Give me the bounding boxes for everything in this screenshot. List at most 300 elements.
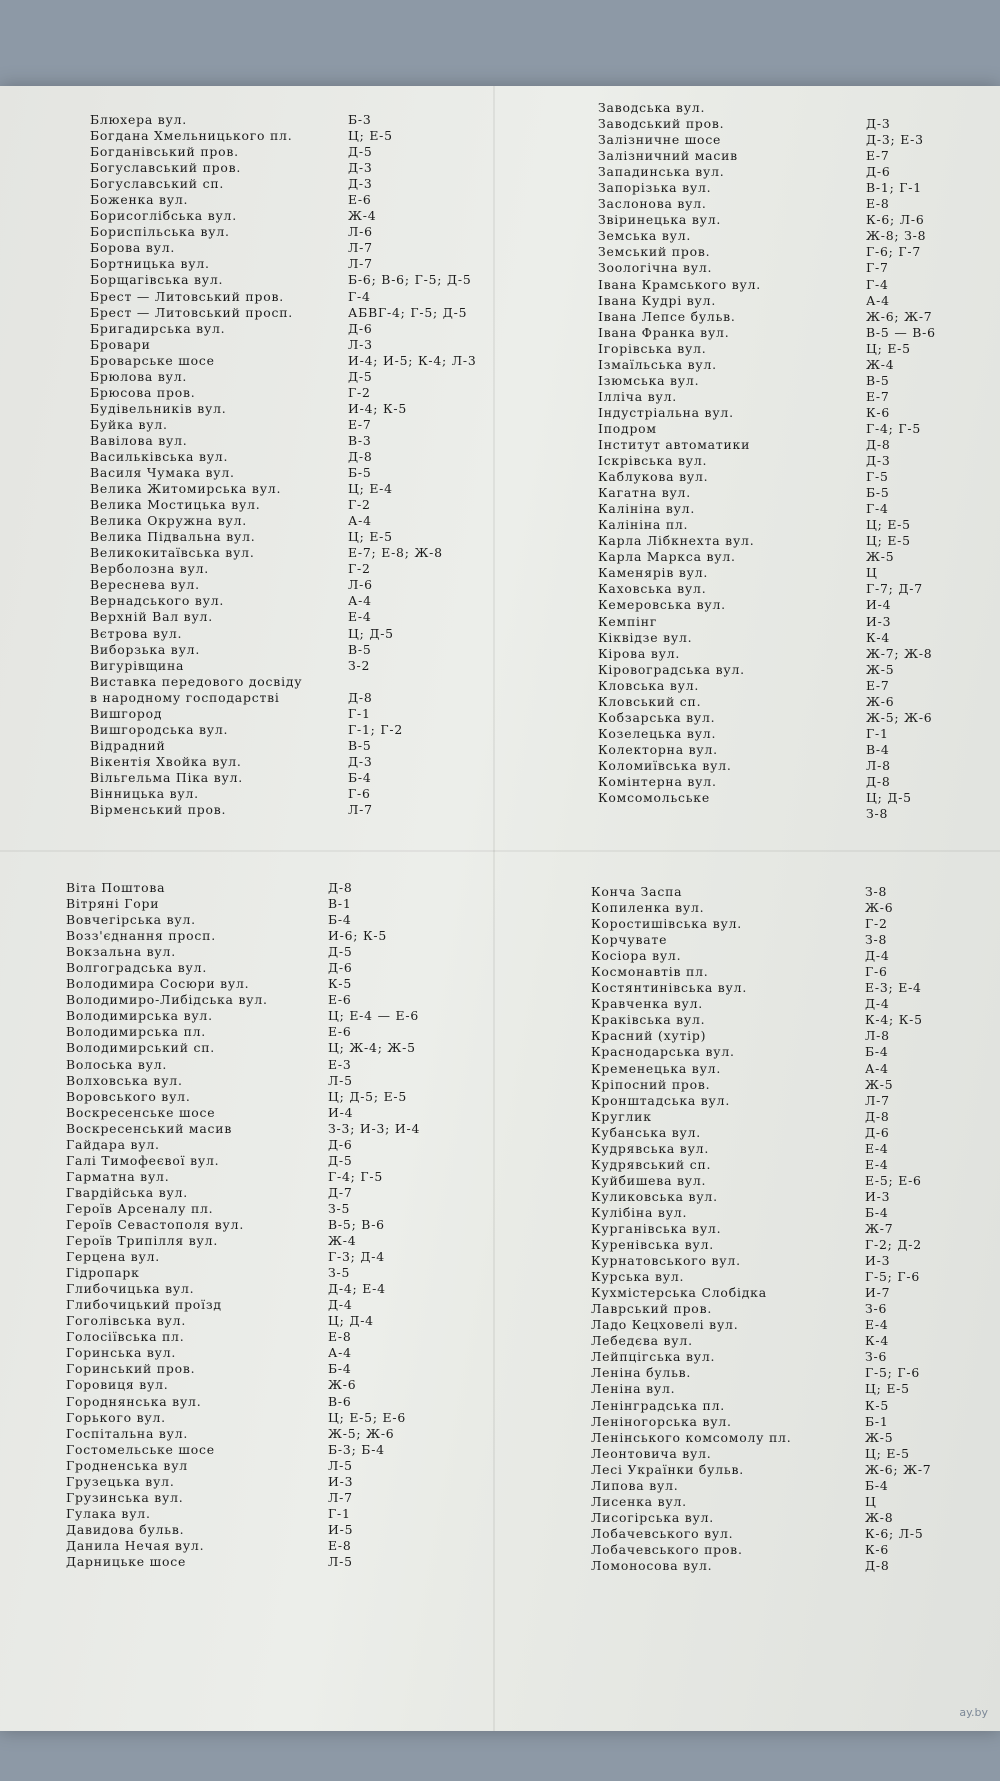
- street-name: Леніногорська вул.: [591, 1413, 732, 1429]
- grid-reference: Б-4: [328, 1361, 352, 1377]
- grid-reference: И-4: [328, 1104, 354, 1120]
- grid-reference: Л-7: [348, 240, 373, 256]
- street-name: Козелецька вул.: [598, 725, 717, 741]
- street-name: Героїв Арсеналу пл.: [66, 1200, 214, 1216]
- grid-reference: Г-2: [348, 497, 371, 513]
- street-name: Брюлова вул.: [90, 368, 188, 384]
- street-name: Воскресенський масив: [66, 1120, 233, 1136]
- street-name: Горовиця вул.: [66, 1377, 169, 1393]
- street-name: Гоголівська вул.: [66, 1313, 187, 1329]
- grid-reference: З-2: [348, 657, 371, 673]
- street-name: Буйка вул.: [90, 416, 168, 432]
- grid-reference: И-4; К-5: [348, 400, 408, 416]
- street-name: Ілліча вул.: [598, 388, 677, 404]
- grid-reference: Г-4: [866, 501, 889, 517]
- grid-reference: Д-4: [328, 1297, 353, 1313]
- street-name: Віта Поштова: [66, 880, 166, 895]
- street-name: Бригадирська вул.: [90, 320, 226, 336]
- grid-reference: Л-3: [348, 336, 373, 352]
- grid-reference: З-5: [328, 1200, 351, 1216]
- grid-reference: Д-6: [348, 320, 373, 336]
- grid-reference: З-5: [328, 1265, 351, 1281]
- grid-reference: Г-7: [866, 260, 889, 276]
- grid-reference: Г-1; Г-2: [348, 721, 404, 737]
- grid-reference: Ж-7; Ж-8: [866, 645, 933, 661]
- grid-reference: Ж-5: [865, 1076, 894, 1092]
- street-name: Бортницька вул.: [90, 256, 210, 272]
- watermark: ay.by: [959, 1706, 988, 1719]
- grid-reference: Г-7; Д-7: [866, 581, 923, 597]
- street-name: Лебедєва вул.: [591, 1333, 693, 1349]
- grid-reference: Д-3: [348, 160, 373, 176]
- grid-reference: Ц; Е-5: [866, 340, 911, 356]
- grid-reference: Е-6: [348, 192, 372, 208]
- street-name: Кравченка вул.: [591, 996, 704, 1012]
- street-name: Вільгельма Піка вул.: [90, 769, 244, 785]
- street-name: Героїв Севастополя вул.: [66, 1216, 245, 1232]
- street-name: Колекторна вул.: [598, 741, 718, 757]
- grid-reference: Ц; Е-4: [348, 481, 393, 497]
- street-name: Верболозна вул.: [90, 561, 210, 577]
- street-name: Вовчегірська вул.: [66, 912, 196, 928]
- grid-reference: Ц; Ж-4; Ж-5: [328, 1040, 416, 1056]
- grid-reference: З-8: [865, 932, 888, 948]
- grid-reference: Б-3; Б-4: [328, 1441, 385, 1457]
- street-name: Ізмаїльська вул.: [598, 356, 717, 372]
- street-name: Волховська вул.: [66, 1072, 183, 1088]
- street-name: Гостомельське шосе: [66, 1441, 215, 1457]
- grid-reference: Ж-4: [866, 356, 895, 372]
- grid-reference: Е-4: [865, 1156, 889, 1172]
- street-name: Брест — Литовський просп.: [90, 304, 293, 320]
- grid-reference: Д-8: [328, 880, 353, 895]
- grid-reference: Ц; Е-5: [865, 1445, 910, 1461]
- grid-reference: Б-4: [865, 1477, 889, 1493]
- street-name: Краківська вул.: [591, 1012, 706, 1028]
- street-name: Гулака вул.: [66, 1505, 151, 1521]
- street-name: Брюсова пров.: [90, 384, 196, 400]
- street-name: Каблукова вул.: [598, 469, 709, 485]
- street-name: Калініна пл.: [598, 517, 689, 533]
- street-name: Василя Чумака вул.: [90, 465, 235, 481]
- grid-reference: Л-8: [865, 1028, 890, 1044]
- street-name: Кловський сп.: [598, 693, 702, 709]
- grid-reference: А-4: [865, 1060, 889, 1076]
- street-name: Верхній Вал вул.: [90, 609, 213, 625]
- grid-reference: К-6; Л-5: [865, 1525, 924, 1541]
- grid-reference: Е-3; Е-4: [865, 980, 922, 996]
- street-name: Гродненська вул: [66, 1457, 188, 1473]
- street-name: Запорізька вул.: [598, 180, 712, 196]
- grid-reference: Г-2; Д-2: [865, 1237, 922, 1253]
- street-name: Лобачевського вул.: [591, 1525, 734, 1541]
- street-name: Зоологічна вул.: [598, 260, 713, 276]
- street-name: Боженка вул.: [90, 192, 189, 208]
- street-name: Карла Лібкнехта вул.: [598, 533, 755, 549]
- street-name: Кловська вул.: [598, 677, 700, 693]
- grid-reference: Д-8: [866, 773, 891, 789]
- street-name: Володимирський сп.: [66, 1040, 216, 1056]
- grid-reference: Ж-4: [348, 208, 377, 224]
- grid-reference: Е-4: [865, 1140, 889, 1156]
- street-name: Ізюмська вул.: [598, 372, 700, 388]
- street-name: Каменярів вул.: [598, 565, 709, 581]
- grid-reference: Ж-5: [865, 1429, 894, 1445]
- street-name: Косіора вул.: [591, 948, 682, 964]
- street-name: Кіровоградська вул.: [598, 661, 745, 677]
- street-name: Володимиро-Либідська вул.: [66, 992, 268, 1008]
- grid-reference: Д-6: [328, 960, 353, 976]
- street-name: Куликовська вул.: [591, 1188, 718, 1204]
- grid-reference: К-6; Л-6: [866, 212, 925, 228]
- grid-reference: В-6: [328, 1393, 352, 1409]
- street-name: Куренівська вул.: [591, 1237, 714, 1253]
- street-name: Кронштадська вул.: [591, 1092, 731, 1108]
- grid-reference: В-1: [328, 896, 352, 912]
- grid-reference: Д-3: [866, 453, 891, 469]
- street-name: Дарницьке шосе: [66, 1553, 187, 1569]
- street-name: Богуславський пров.: [90, 160, 242, 176]
- grid-reference: И-3: [865, 1253, 891, 1269]
- street-name: Будівельників вул.: [90, 400, 227, 416]
- street-name: Велика Житомирська вул.: [90, 481, 282, 497]
- street-name: Каховська вул.: [598, 581, 707, 597]
- grid-reference: Ж-7: [865, 1220, 894, 1236]
- grid-reference: Е-7: [348, 416, 372, 432]
- street-name: Борисоглібська вул.: [90, 208, 237, 224]
- grid-reference: Ц; Е-5: [866, 517, 911, 533]
- grid-reference: И-3: [328, 1473, 354, 1489]
- street-name: Залізничний масив: [598, 148, 738, 164]
- street-name: Вокзальна вул.: [66, 944, 176, 960]
- street-name: Ленінградська пл.: [591, 1397, 726, 1413]
- grid-reference: Е-4: [865, 1317, 889, 1333]
- grid-reference: Б-5: [348, 465, 372, 481]
- grid-reference: Е-6: [328, 1024, 352, 1040]
- street-name: Вікентія Хвойка вул.: [90, 753, 242, 769]
- grid-reference: Е-4: [348, 609, 372, 625]
- grid-reference: АБВГ-4; Г-5; Д-5: [348, 304, 468, 320]
- grid-reference: А-4: [328, 1345, 352, 1361]
- street-name: Леніна вул.: [591, 1381, 676, 1397]
- grid-reference: Ц; Д-5: [866, 790, 912, 806]
- grid-reference: Ц; Е-5: [348, 128, 393, 144]
- grid-reference: Д-4; Е-4: [328, 1281, 386, 1297]
- street-name: Гарматна вул.: [66, 1168, 170, 1184]
- street-name: в народному господарстві: [90, 689, 280, 705]
- street-name: Великокитаївська вул.: [90, 545, 255, 561]
- street-name: Западинська вул.: [598, 164, 725, 180]
- grid-reference: В-4: [866, 741, 890, 757]
- grid-reference: Б-1: [865, 1413, 889, 1429]
- grid-reference: В-1; Г-1: [866, 180, 922, 196]
- street-name: Ленінського комсомолу пл.: [591, 1429, 792, 1445]
- street-name: Володимира Сосюри вул.: [66, 976, 250, 992]
- street-name: Воровського вул.: [66, 1088, 191, 1104]
- grid-reference: Г-6: [865, 964, 888, 980]
- grid-reference: Е-7: [866, 388, 890, 404]
- street-name: Грузецька вул.: [66, 1473, 175, 1489]
- grid-reference: И-3: [866, 613, 892, 629]
- street-name: Борова вул.: [90, 240, 176, 256]
- street-name: Комсомольське: [598, 790, 710, 806]
- street-name: Ломоносова вул.: [591, 1557, 713, 1573]
- grid-reference: Г-1: [348, 705, 371, 721]
- street-name: Велика Підвальна вул.: [90, 529, 256, 545]
- street-name: Звіринецька вул.: [598, 212, 722, 228]
- grid-reference: А-4: [866, 292, 890, 308]
- grid-reference: В-5; В-6: [328, 1216, 385, 1232]
- grid-reference: Л-5: [328, 1457, 353, 1473]
- street-name: Воскресенське шосе: [66, 1104, 216, 1120]
- grid-reference: З-8: [866, 806, 889, 822]
- grid-reference: Г-1: [328, 1505, 351, 1521]
- grid-reference: Ж-6: [328, 1377, 357, 1393]
- street-name: Курганівська вул.: [591, 1220, 722, 1236]
- street-name: Вітряні Гори: [66, 896, 160, 912]
- street-name: Борщагівська вул.: [90, 272, 224, 288]
- grid-reference: Б-4: [348, 769, 372, 785]
- street-name: Велика Окружна вул.: [90, 513, 248, 529]
- grid-reference: К-4; К-5: [865, 1012, 923, 1028]
- grid-reference: Е-6: [328, 992, 352, 1008]
- grid-reference: Л-8: [866, 757, 891, 773]
- street-name: Індустріальна вул.: [598, 404, 734, 420]
- grid-reference: Г-4; Г-5: [866, 420, 922, 436]
- street-name: Карла Маркса вул.: [598, 549, 736, 565]
- street-name: Кулібіна вул.: [591, 1204, 688, 1220]
- grid-reference: Л-7: [328, 1489, 353, 1505]
- grid-reference: Ц; Д-5: [348, 625, 394, 641]
- street-name: Лисогірська вул.: [591, 1509, 715, 1525]
- grid-reference: Ж-5: [866, 661, 895, 677]
- street-name: Броварське шосе: [90, 352, 215, 368]
- street-name: Кріпосний пров.: [591, 1076, 711, 1092]
- grid-reference: Л-7: [348, 802, 373, 818]
- street-name: Вєтрова вул.: [90, 625, 183, 641]
- street-name: Вінницька вул.: [90, 785, 199, 801]
- street-name: Івана Франка вул.: [598, 324, 730, 340]
- grid-reference: Ц: [866, 565, 878, 581]
- grid-reference: Ж-8: [865, 1509, 894, 1525]
- street-name: Горинська вул.: [66, 1345, 177, 1361]
- grid-reference: Л-7: [865, 1092, 890, 1108]
- grid-reference: Б-4: [865, 1044, 889, 1060]
- street-name: Івана Крамського вул.: [598, 276, 762, 292]
- grid-reference: Ж-6: [865, 900, 894, 916]
- street-name: Гідропарк: [66, 1265, 140, 1281]
- street-name: Велика Мостицька вул.: [90, 497, 261, 513]
- grid-reference: Ц; Е-5: [865, 1381, 910, 1397]
- street-name: Костянтинівська вул.: [591, 980, 748, 996]
- grid-reference: Б-6; В-6; Г-5; Д-5: [348, 272, 472, 288]
- grid-reference: Д-5: [328, 1152, 353, 1168]
- street-name: Кудрявська вул.: [591, 1140, 710, 1156]
- street-name: Липова вул.: [591, 1477, 679, 1493]
- grid-reference: В-5 — В-6: [866, 324, 936, 340]
- street-name: Копиленка вул.: [591, 900, 705, 916]
- grid-reference: Г-2: [865, 916, 888, 932]
- grid-reference: Д-8: [348, 448, 373, 464]
- horizontal-fold-line: [0, 850, 1000, 852]
- street-name: Глибочицький проїзд: [66, 1297, 222, 1313]
- grid-reference: Б-4: [328, 912, 352, 928]
- street-name: Лобачевського пров.: [591, 1541, 743, 1557]
- street-name: Леніна бульв.: [591, 1365, 692, 1381]
- grid-reference: К-4: [866, 629, 891, 645]
- grid-reference: Д-4: [865, 996, 890, 1012]
- street-name: Городнянська вул.: [66, 1393, 202, 1409]
- street-name: Іскрівська вул.: [598, 453, 708, 469]
- grid-reference: Е-3: [328, 1056, 352, 1072]
- grid-reference: В-5: [348, 641, 372, 657]
- grid-reference: Е-7; Е-8; Ж-8: [348, 545, 443, 561]
- grid-reference: Д-6: [328, 1136, 353, 1152]
- street-name: Богдана Хмельницького пл.: [90, 128, 293, 144]
- street-name: Героїв Трипілля вул.: [66, 1233, 219, 1249]
- street-name: Гайдара вул.: [66, 1136, 160, 1152]
- grid-reference: А-4: [348, 513, 372, 529]
- vertical-fold-line: [493, 86, 495, 1731]
- street-name: Ладо Кецховелі вул.: [591, 1317, 739, 1333]
- street-name: Курська вул.: [591, 1269, 685, 1285]
- grid-reference: Д-6: [866, 164, 891, 180]
- grid-reference: И-4: [866, 597, 892, 613]
- grid-reference: А-4: [348, 593, 372, 609]
- street-name: Бориспільська вул.: [90, 224, 230, 240]
- street-name: Коростишівська вул.: [591, 916, 742, 932]
- grid-reference: Д-5: [348, 144, 373, 160]
- grid-reference: И-5: [328, 1521, 354, 1537]
- grid-reference: Е-8: [328, 1537, 352, 1553]
- street-name: Калініна вул.: [598, 501, 696, 517]
- grid-reference: З-8: [865, 884, 888, 899]
- grid-reference: Л-5: [328, 1553, 353, 1569]
- grid-reference: К-5: [865, 1397, 890, 1413]
- street-name: Кірова вул.: [598, 645, 681, 661]
- grid-reference: Ц; Е-5: [866, 533, 911, 549]
- street-name: Госпітальна вул.: [66, 1425, 189, 1441]
- grid-reference: Д-6: [865, 1124, 890, 1140]
- grid-reference: Б-3: [348, 112, 372, 127]
- street-name: Корчувате: [591, 932, 668, 948]
- grid-reference: К-4: [865, 1333, 890, 1349]
- street-name: Бровари: [90, 336, 151, 352]
- grid-reference: З-6: [865, 1301, 888, 1317]
- street-name: Заводський пров.: [598, 116, 725, 132]
- grid-reference: Г-4; Г-5: [328, 1168, 384, 1184]
- grid-reference: Ж-5; Ж-6: [866, 709, 933, 725]
- street-name: Данила Нечая вул.: [66, 1537, 205, 1553]
- street-name: Горького вул.: [66, 1409, 166, 1425]
- grid-reference: Ц; Е-4 — Е-6: [328, 1008, 420, 1024]
- grid-reference: Ц; Д-4: [328, 1313, 374, 1329]
- grid-reference: Г-6; Г-7: [866, 244, 922, 260]
- grid-reference: З-6: [865, 1349, 888, 1365]
- street-name: Блюхера вул.: [90, 112, 188, 127]
- street-name: Лисенка вул.: [591, 1493, 687, 1509]
- street-name: Ігорівська вул.: [598, 340, 707, 356]
- street-name: Кіквідзе вул.: [598, 629, 693, 645]
- grid-reference: Г-4: [866, 276, 889, 292]
- grid-reference: И-3: [865, 1188, 891, 1204]
- street-name: Вернадського вул.: [90, 593, 225, 609]
- grid-reference: Д-4: [865, 948, 890, 964]
- grid-reference: Л-7: [348, 256, 373, 272]
- street-name: Волоська вул.: [66, 1056, 168, 1072]
- street-name: Володимирська вул.: [66, 1008, 213, 1024]
- street-name: Відрадний: [90, 737, 166, 753]
- street-name: Кобзарська вул.: [598, 709, 716, 725]
- grid-reference: Л-6: [348, 224, 373, 240]
- street-name: Кухмістерська Слобідка: [591, 1285, 767, 1301]
- grid-reference: Д-8: [865, 1557, 890, 1573]
- grid-reference: К-5: [328, 976, 353, 992]
- street-name: Вавілова вул.: [90, 432, 188, 448]
- grid-reference: Г-4: [348, 288, 371, 304]
- grid-reference: Ж-6: [866, 693, 895, 709]
- grid-reference: Г-6: [348, 785, 371, 801]
- grid-reference: Е-7: [866, 677, 890, 693]
- street-name: Кагатна вул.: [598, 485, 691, 501]
- grid-reference: Г-2: [348, 561, 371, 577]
- grid-reference: Ц; Е-5; Е-6: [328, 1409, 407, 1425]
- grid-reference: В-3: [348, 432, 372, 448]
- street-name: Горинський пров.: [66, 1361, 196, 1377]
- street-name: Возз'єднання просп.: [66, 928, 216, 944]
- street-name: Земська вул.: [598, 228, 692, 244]
- grid-reference: Г-5: [866, 469, 889, 485]
- grid-reference: Д-5: [348, 368, 373, 384]
- grid-reference: Б-4: [865, 1204, 889, 1220]
- street-name: Грузинська вул.: [66, 1489, 184, 1505]
- grid-reference: Д-5: [328, 944, 353, 960]
- street-name: Богуславський сп.: [90, 176, 225, 192]
- grid-reference: Е-8: [866, 196, 890, 212]
- grid-reference: Б-5: [866, 485, 890, 501]
- street-name: Васильківська вул.: [90, 448, 229, 464]
- grid-reference: З-3; И-3; И-4: [328, 1120, 421, 1136]
- grid-reference: Г-5; Г-6: [865, 1269, 921, 1285]
- grid-reference: К-6: [866, 404, 891, 420]
- street-name: Голосіївська пл.: [66, 1329, 185, 1345]
- street-name: Куйбишева вул.: [591, 1172, 707, 1188]
- street-name: Вигурівщина: [90, 657, 185, 673]
- grid-reference: Д-8: [866, 436, 891, 452]
- street-name: Залізничне шосе: [598, 132, 722, 148]
- grid-reference: Ж-6; Ж-7: [865, 1461, 932, 1477]
- grid-reference: Д-3; Е-3: [866, 132, 924, 148]
- grid-reference: Ж-6; Ж-7: [866, 308, 933, 324]
- street-name: Краснодарська вул.: [591, 1044, 735, 1060]
- grid-reference: Ж-5: [866, 549, 895, 565]
- grid-reference: Г-3; Д-4: [328, 1249, 385, 1265]
- grid-reference: И-4; И-5; К-4; Л-3: [348, 352, 477, 368]
- street-name: Виборзька вул.: [90, 641, 201, 657]
- grid-reference: Г-5; Г-6: [865, 1365, 921, 1381]
- grid-reference: Ж-5; Ж-6: [328, 1425, 395, 1441]
- street-name: Брест — Литовський пров.: [90, 288, 284, 304]
- grid-reference: Ц; Д-5; Е-5: [328, 1088, 408, 1104]
- street-name: Галі Тимофеєвої вул.: [66, 1152, 220, 1168]
- grid-reference: Г-1: [866, 725, 889, 741]
- grid-reference: Д-3: [348, 753, 373, 769]
- grid-reference: И-7: [865, 1285, 891, 1301]
- grid-reference: Ц; Е-5: [348, 529, 393, 545]
- street-name: Космонавтів пл.: [591, 964, 709, 980]
- grid-reference: Е-7: [866, 148, 890, 164]
- street-name: Заслонова вул.: [598, 196, 707, 212]
